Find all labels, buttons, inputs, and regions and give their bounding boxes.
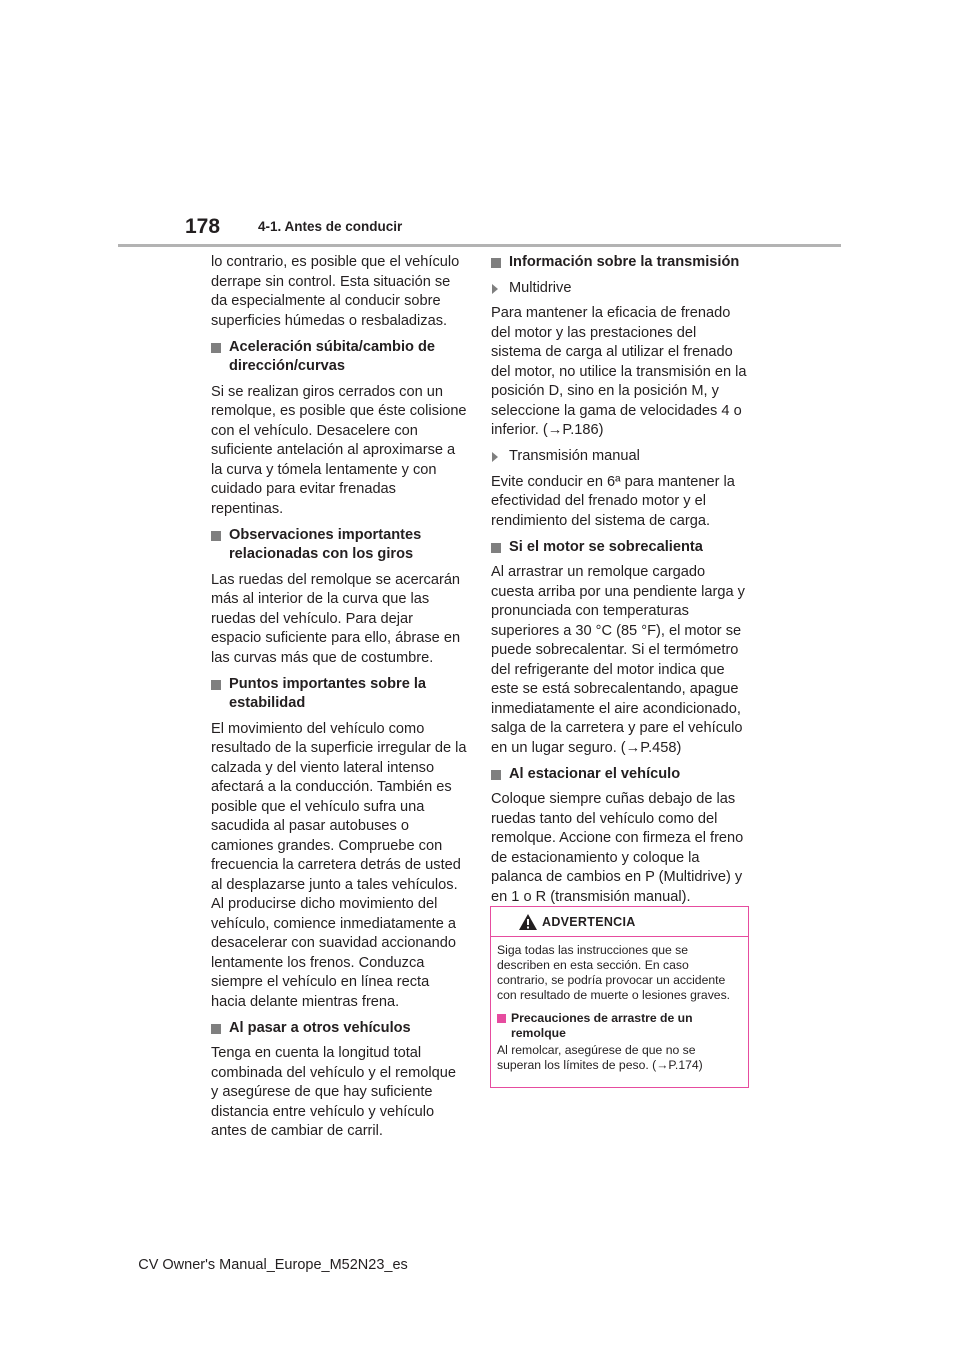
square-bullet-icon	[211, 343, 221, 353]
paragraph-turning-notes: Las ruedas del remolque se acercarán más al interior de la curva que las ruedas del vehículo. Para dejar espacio suficiente para ello, ábrase en las curvas más que de costumbre.	[211, 571, 461, 666]
heading-text: Puntos importantes sobre la estabilidad	[229, 675, 427, 711]
heading-text: Al estacionar el vehículo	[509, 765, 681, 782]
square-bullet-icon	[497, 1014, 506, 1023]
square-bullet-icon	[211, 1024, 221, 1034]
triangle-bullet-icon	[492, 452, 498, 462]
section-title: 4-1. Antes de conducir	[258, 219, 403, 234]
paragraph-stability: El movimiento del vehículo como resultado de la superficie irregular de la calzada y del viento lateral intenso afectará a la conducción. También es posible que el vehículo sufra una sacudida al pasar autobuses o camiones grandes. Compruebe con frecuencia la carretera detrás de usted al desplazarse junto a tales vehículos. Al producirse dicho movimiento del vehículo, comience inmediatamente a desacelerar con suavidad accionando lentamente los frenos. Conduzca siempre el vehículo en línea recta hacia delante mientras frena.	[211, 720, 467, 1010]
warning-intro: Siga todas las instrucciones que se describen en esta sección. En caso contrario, se podría provocar un accidente con resultado de muerte o lesiones graves.	[497, 943, 731, 1002]
heading-text: Información sobre la transmisión	[509, 254, 740, 270]
warning-subheading	[497, 1011, 742, 1041]
warning-header	[491, 907, 748, 937]
heading-turning-notes	[211, 526, 467, 565]
subheading-manual	[491, 447, 747, 467]
subheading-multidrive	[491, 279, 747, 299]
square-bullet-icon	[211, 531, 221, 541]
heading-text: Si el motor se sobrecalienta	[509, 538, 703, 555]
square-bullet-icon	[491, 258, 501, 268]
warning-title: ADVERTENCIA	[542, 915, 636, 929]
warning-body	[491, 937, 748, 1073]
heading-sudden-acceleration	[211, 338, 467, 377]
paragraph-passing: Tenga en cuenta la longitud total combinada del vehículo y el remolque y asegúrese de que hay suficiente distancia entre vehículo y vehículo antes de cambiar de carril.	[211, 1045, 456, 1139]
header-rule	[118, 244, 841, 247]
heading-text: Observaciones importantes relacionadas con los giros	[229, 526, 422, 562]
paragraph-multidrive: Para mantener la eficacia de frenado del motor y las prestaciones del sistema de carga al utilizar el frenado del motor, no utilice la transmisión en la posición D, sino en la posición M, y seleccione la gama de velocidades 4 o inferior. (→P.186)	[491, 305, 747, 438]
heading-passing	[211, 1019, 467, 1039]
heading-overheat	[491, 538, 747, 558]
heading-transmission	[491, 253, 747, 273]
left-column	[211, 253, 467, 1148]
page-number: 178	[185, 215, 221, 238]
square-bullet-icon	[491, 543, 501, 553]
intro-paragraph: lo contrario, es posible que el vehículo derrape sin control. Esta situación se da especialmente al conducir sobre superficies húmedas o resbaladizas.	[211, 254, 460, 329]
triangle-bullet-icon	[492, 284, 498, 294]
warning-text: Al remolcar, asegúrese de que no se superan los límites de peso. (→P.174)	[497, 1043, 703, 1072]
heading-text: Al pasar a otros vehículos	[229, 1019, 411, 1036]
subheading-text: Multidrive	[509, 279, 572, 296]
paragraph-manual: Evite conducir en 6ª para mantener la efectividad del frenado motor y el rendimiento del sistema de carga.	[491, 473, 735, 529]
heading-parking	[491, 765, 747, 785]
footer-manual-id: CV Owner's Manual_Europe_M52N23_es	[138, 1257, 408, 1273]
warning-triangle-icon	[518, 913, 538, 931]
heading-text: Aceleración súbita/cambio de dirección/curvas	[229, 338, 436, 374]
subheading-text: Transmisión manual	[509, 448, 640, 464]
square-bullet-icon	[491, 770, 501, 780]
paragraph-overheat: Al arrastrar un remolque cargado cuesta arriba por una pendiente larga y pronunciada con temperaturas superiores a 30 °C (85 °F), el motor se puede sobrecalentar. Si el termómetro del refrigerante del motor indica que este se está sobrecalentando, apague inmediatamente el aire acondicionado, salga de la carretera y pare el vehículo en un lugar seguro. (→P.458)	[491, 564, 745, 756]
paragraph-sudden-acceleration: Si se realizan giros cerrados con un remolque, es posible que éste colisione con el vehículo. Desacelere con suficiente antelación al aproximarse a la curva y tómela lentamente y con cuidado para evitar frenadas repentinas.	[211, 383, 467, 517]
square-bullet-icon	[211, 680, 221, 690]
right-column	[491, 253, 747, 914]
paragraph-parking: Coloque siempre cuñas debajo de las ruedas tanto del vehículo como del remolque. Accione con firmeza el freno de estacionamiento y coloque la palanca de cambios en P (Multidrive) y en 1 o R (transmisión manual).	[491, 791, 744, 905]
heading-stability	[211, 675, 467, 714]
warning-box	[490, 906, 749, 1088]
warning-subheading-text: Precauciones de arrastre de un remolque	[511, 1011, 693, 1040]
